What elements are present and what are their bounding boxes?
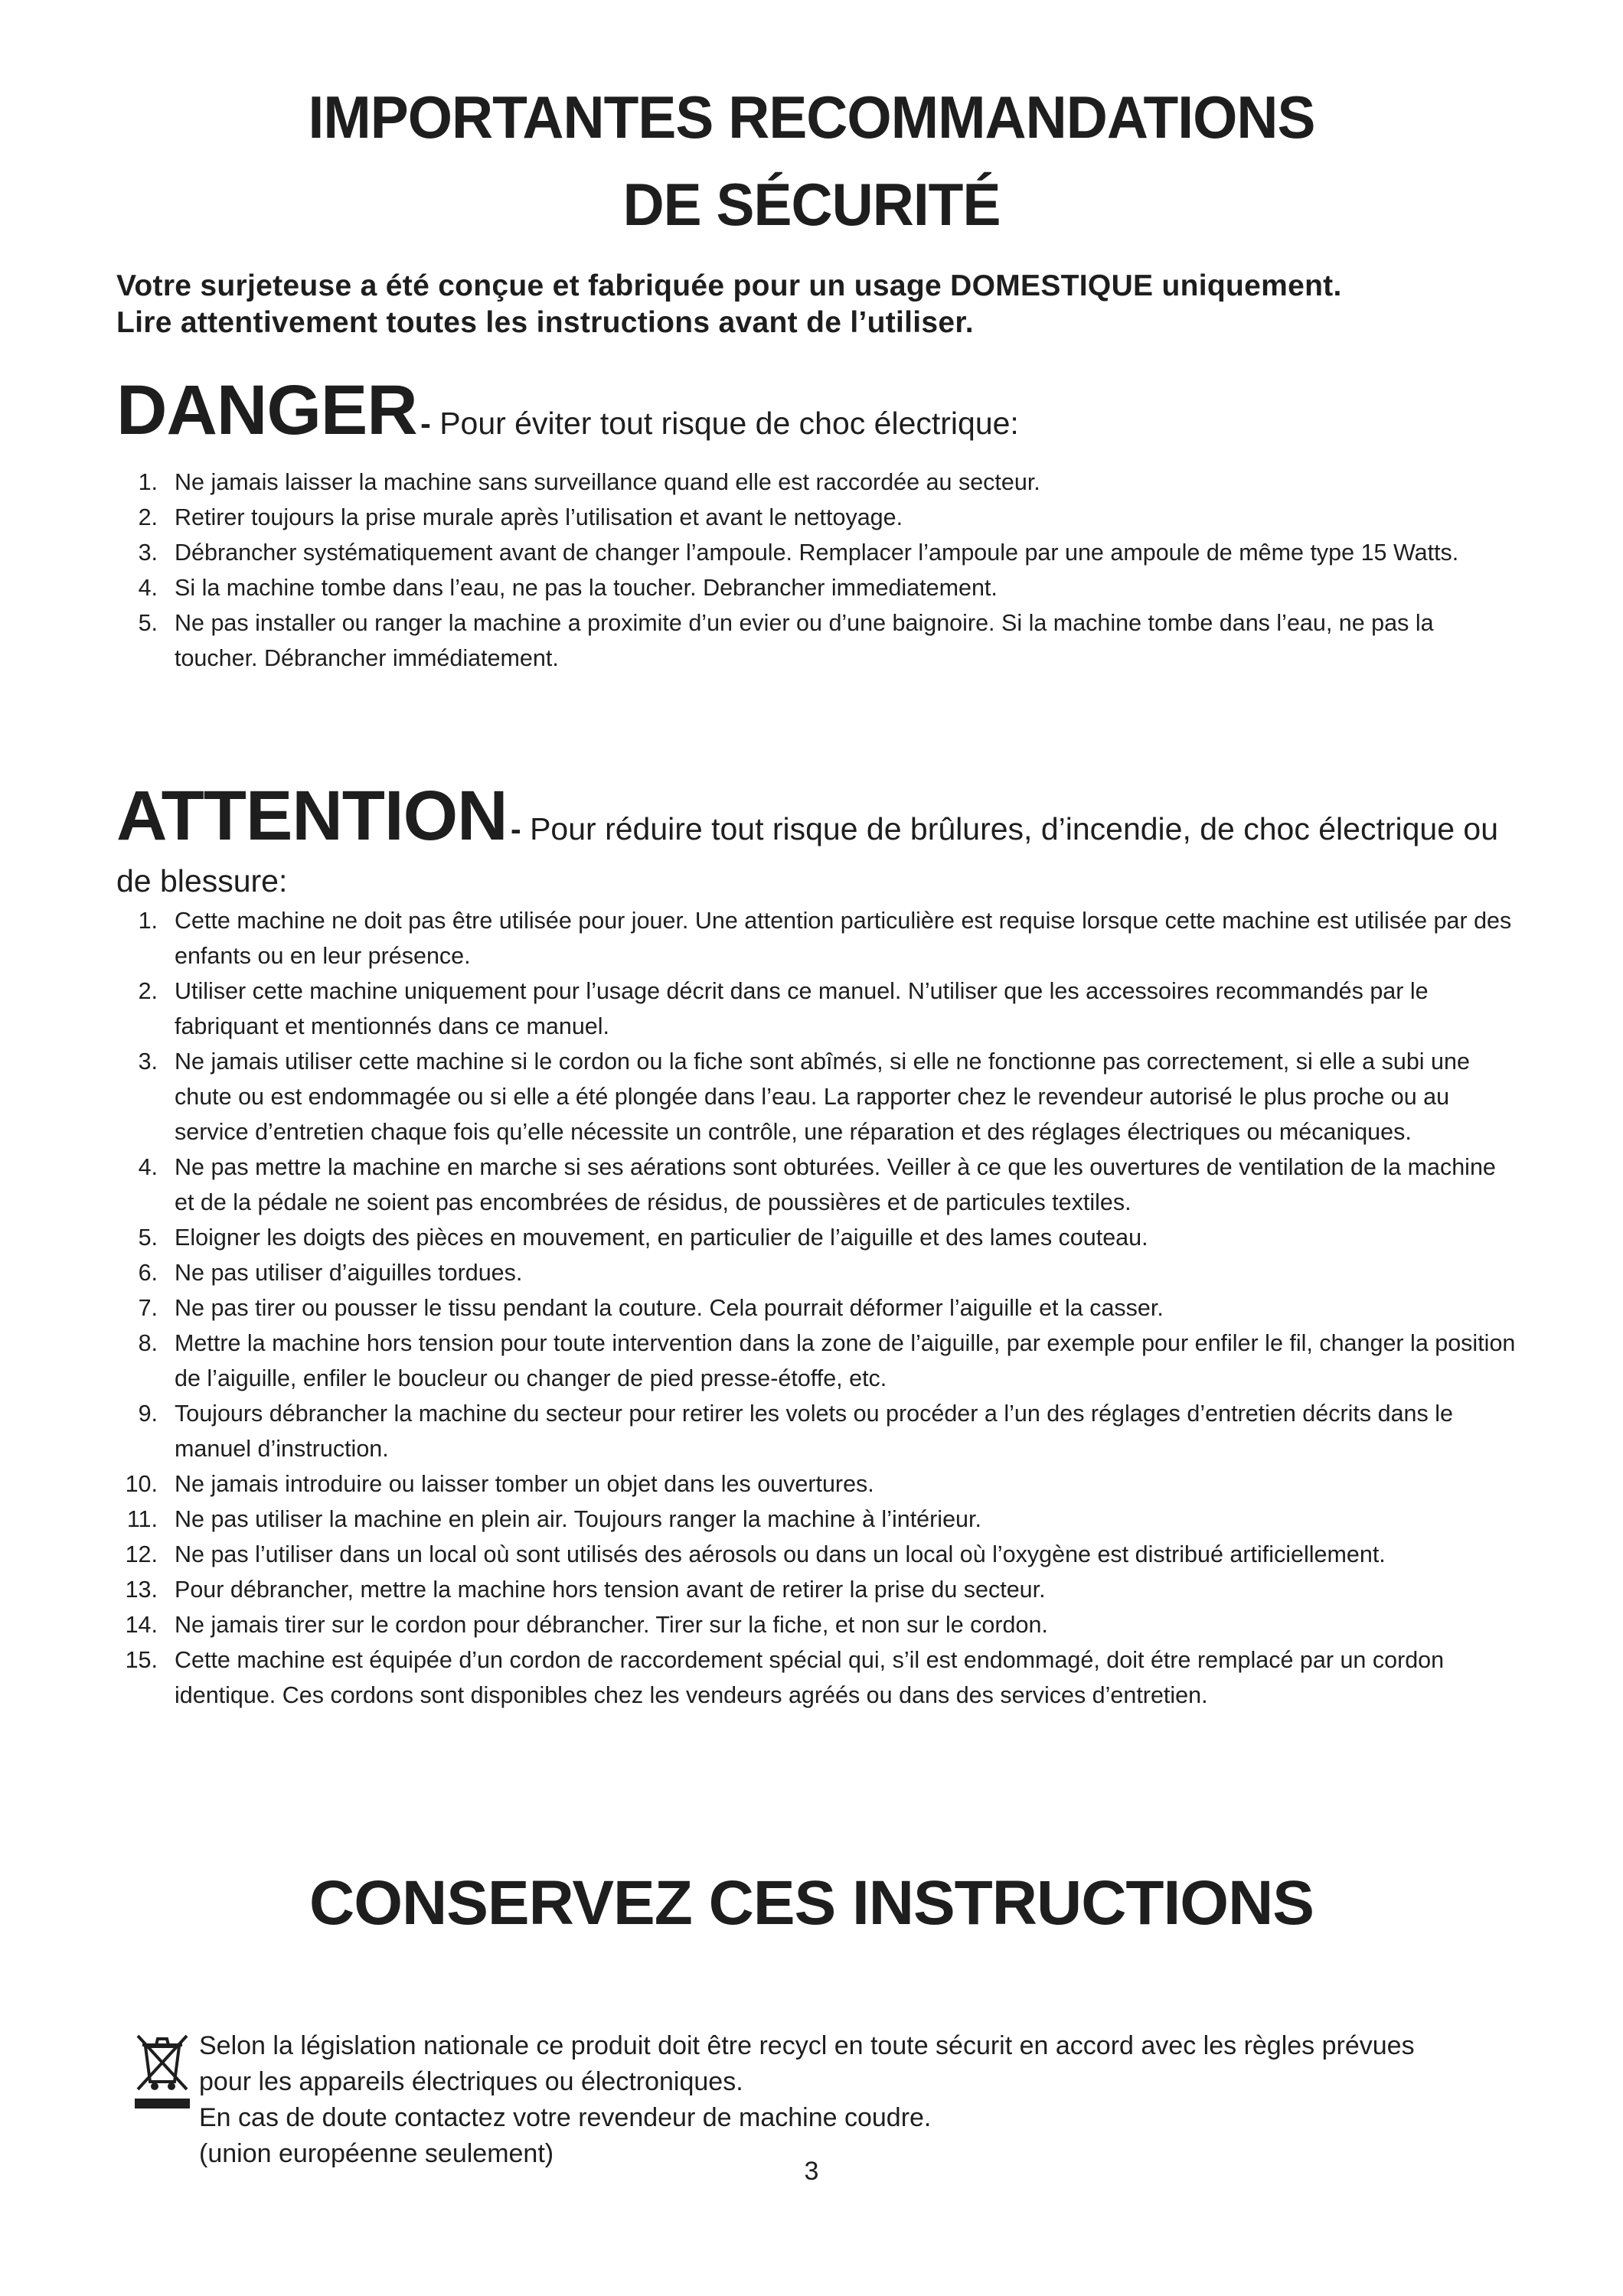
list-item-number: 8. (138, 1330, 158, 1356)
list-item (116, 1326, 1517, 1396)
list-item-text: Ne pas l’utiliser dans un local où sont utilisés des aérosols ou dans un local où l’oxygène est distribué artificiellement. (175, 1541, 1386, 1567)
list-item-number: 13. (125, 1577, 158, 1603)
list-item (116, 1607, 1517, 1642)
list-item-number: 9. (138, 1401, 158, 1427)
list-item-text: Ne pas utiliser la machine en plein air. Toujours ranger la machine à l’intérieur. (175, 1506, 981, 1532)
intro-line-2: Lire attentivement toutes les instructions avant de l’utiliser. (116, 306, 974, 339)
list-item-number: 14. (125, 1612, 158, 1638)
list-item-number: 1. (138, 469, 158, 495)
list-item-number: 7. (138, 1295, 158, 1321)
attention-subtitle: Pour réduire tout risque de brûlures, d’incendie, de choc électrique ou (521, 811, 1499, 846)
danger-dash: - (420, 406, 431, 441)
danger-subtitle: Pour éviter tout risque de choc électrique: (430, 406, 1019, 441)
recycling-line-2: pour les appareils électriques ou électroniques. (199, 2067, 743, 2096)
list-item-text: Ne pas mettre la machine en marche si ses aérations sont obturées. Veiller à ce que les ouvertures de ventilation de la machine et de la pédale ne soient pas encombrées de résidus, de poussières et de particules textiles. (175, 1154, 1496, 1215)
attention-subtitle-continued: de blessure: (116, 863, 288, 899)
list-item-number: 2. (138, 978, 158, 1004)
list-item-text: Ne pas utiliser d’aiguilles tordues. (175, 1260, 523, 1286)
list-item-number: 11. (126, 1506, 158, 1532)
list-item (116, 1572, 1517, 1607)
list-item (116, 1396, 1517, 1466)
list-item-number: 3. (138, 540, 158, 566)
list-item-number: 12. (125, 1541, 158, 1567)
list-item-text: Ne pas tirer ou pousser le tissu pendant la couture. Cela pourrait déformer l’aiguille et la casser. (175, 1295, 1164, 1321)
list-item-text: Mettre la machine hors tension pour toute intervention dans la zone de l’aiguille, par exemple pour enfiler le fil, changer la position de l’aiguille, enfiler le boucleur ou changer de pied presse-étoffe, etc. (175, 1330, 1516, 1391)
list-item (116, 1466, 1517, 1502)
list-item (116, 535, 1517, 570)
list-item-text: Toujours débrancher la machine du secteur pour retirer les volets ou procéder a l’un des réglages d’entretien décrits dans le manuel d’instruction. (175, 1401, 1453, 1462)
page-number: 3 (804, 2157, 819, 2186)
list-item-text: Ne jamais introduire ou laisser tomber un objet dans les ouvertures. (175, 1471, 874, 1497)
list-item-number: 4. (138, 575, 158, 601)
list-item-number: 15. (125, 1647, 158, 1673)
list-item-text: Eloigner les doigts des pièces en mouvement, en particulier de l’aiguille et des lames couteau. (175, 1225, 1148, 1251)
crossed-out-wheelie-bin-icon (132, 2028, 193, 2112)
list-item-text: Pour débrancher, mettre la machine hors tension avant de retirer la prise du secteur. (175, 1577, 1046, 1603)
recycling-line-1: Selon la législation nationale ce produit doit être recycl en toute sécurit en accord avec les règles prévues (199, 2031, 1415, 2060)
recycling-notice (199, 2028, 1546, 2172)
list-item-text: Si la machine tombe dans l’eau, ne pas la toucher. Debrancher immediatement. (175, 575, 998, 601)
intro-paragraph (116, 268, 1556, 341)
list-item-text: Retirer toujours la prise murale après l’utilisation et avant le nettoyage. (175, 504, 903, 530)
page-title-line-1: IMPORTANTES RECOMMANDATIONS (308, 83, 1315, 151)
attention-dash: - (511, 811, 521, 846)
list-item (116, 1502, 1517, 1537)
list-item-text: Cette machine est équipée d’un cordon de raccordement spécial qui, s’il est endommagé, doit étre remplacé par un cordon identique. Ces cordons sont disponibles chez les vendeurs agréés ou dans des services d’entretien. (175, 1647, 1445, 1708)
list-item-number: 3. (138, 1049, 158, 1075)
list-item-number: 2. (138, 504, 158, 530)
list-item-text: Débrancher systématiquement avant de changer l’ampoule. Remplacer l’ampoule par une ampoule de même type 15 Watts. (175, 540, 1459, 566)
danger-heading (116, 370, 1556, 451)
attention-list (116, 903, 1517, 1713)
list-item-text: Utiliser cette machine uniquement pour l’usage décrit dans ce manuel. N’utiliser que les accessoires recommandés par le fabriquant et mentionnés dans ce manuel. (175, 978, 1429, 1039)
list-item (116, 974, 1517, 1044)
intro-line-1: Votre surjeteuse a été conçue et fabriquée pour un usage DOMESTIQUE uniquement. (116, 269, 1342, 302)
danger-list (116, 465, 1517, 676)
list-item-number: 5. (138, 1225, 158, 1251)
list-item-number: 10. (125, 1471, 158, 1497)
list-item (116, 605, 1517, 676)
conserve-heading: CONSERVEZ CES INSTRUCTIONS (309, 1868, 1314, 1938)
list-item-number: 5. (138, 610, 158, 636)
list-item-number: 6. (138, 1260, 158, 1286)
list-item-text: Ne jamais laisser la machine sans surveillance quand elle est raccordée au secteur. (175, 469, 1040, 495)
list-item (116, 570, 1517, 605)
page-title-line-2: DE SÉCURITÉ (622, 171, 1001, 238)
list-item-text: Ne pas installer ou ranger la machine a proximite d’un evier ou d’une baignoire. Si la machine tombe dans l’eau, ne pas la toucher. Débrancher immédiatement. (175, 610, 1434, 671)
attention-label: ATTENTION (116, 777, 508, 855)
list-item-text: Ne jamais tirer sur le cordon pour débrancher. Tirer sur la fiche, et non sur le cordon. (175, 1612, 1048, 1638)
list-item (116, 903, 1517, 974)
list-item (116, 1642, 1517, 1713)
list-item-text: Cette machine ne doit pas être utilisée pour jouer. Une attention particulière est requise lorsque cette machine est utilisée par des enfants ou en leur présence. (175, 908, 1512, 969)
recycling-line-4: (union européenne seulement) (199, 2139, 554, 2168)
list-item (116, 1290, 1517, 1326)
attention-heading (116, 776, 1556, 856)
list-item (116, 1044, 1517, 1150)
list-item (116, 1255, 1517, 1290)
list-item (116, 1537, 1517, 1572)
list-item-number: 1. (138, 908, 158, 934)
list-item (116, 1220, 1517, 1255)
list-item (116, 465, 1517, 500)
list-item (116, 500, 1517, 535)
list-item-number: 4. (138, 1154, 158, 1180)
list-item-text: Ne jamais utiliser cette machine si le cordon ou la fiche sont abîmés, si elle ne fonctionne pas correctement, si elle a subi une chute ou est endommagée ou si elle a été plongée dans l’eau. La rapporter chez le revendeur autorisé le plus proche ou au service d’entretien chaque fois qu’elle nécessite un contrôle, une réparation et des réglages électriques ou mécaniques. (175, 1049, 1470, 1145)
danger-label: DANGER (116, 371, 417, 449)
list-item (116, 1150, 1517, 1220)
recycling-line-3: En cas de doute contactez votre revendeur de machine coudre. (199, 2103, 932, 2132)
